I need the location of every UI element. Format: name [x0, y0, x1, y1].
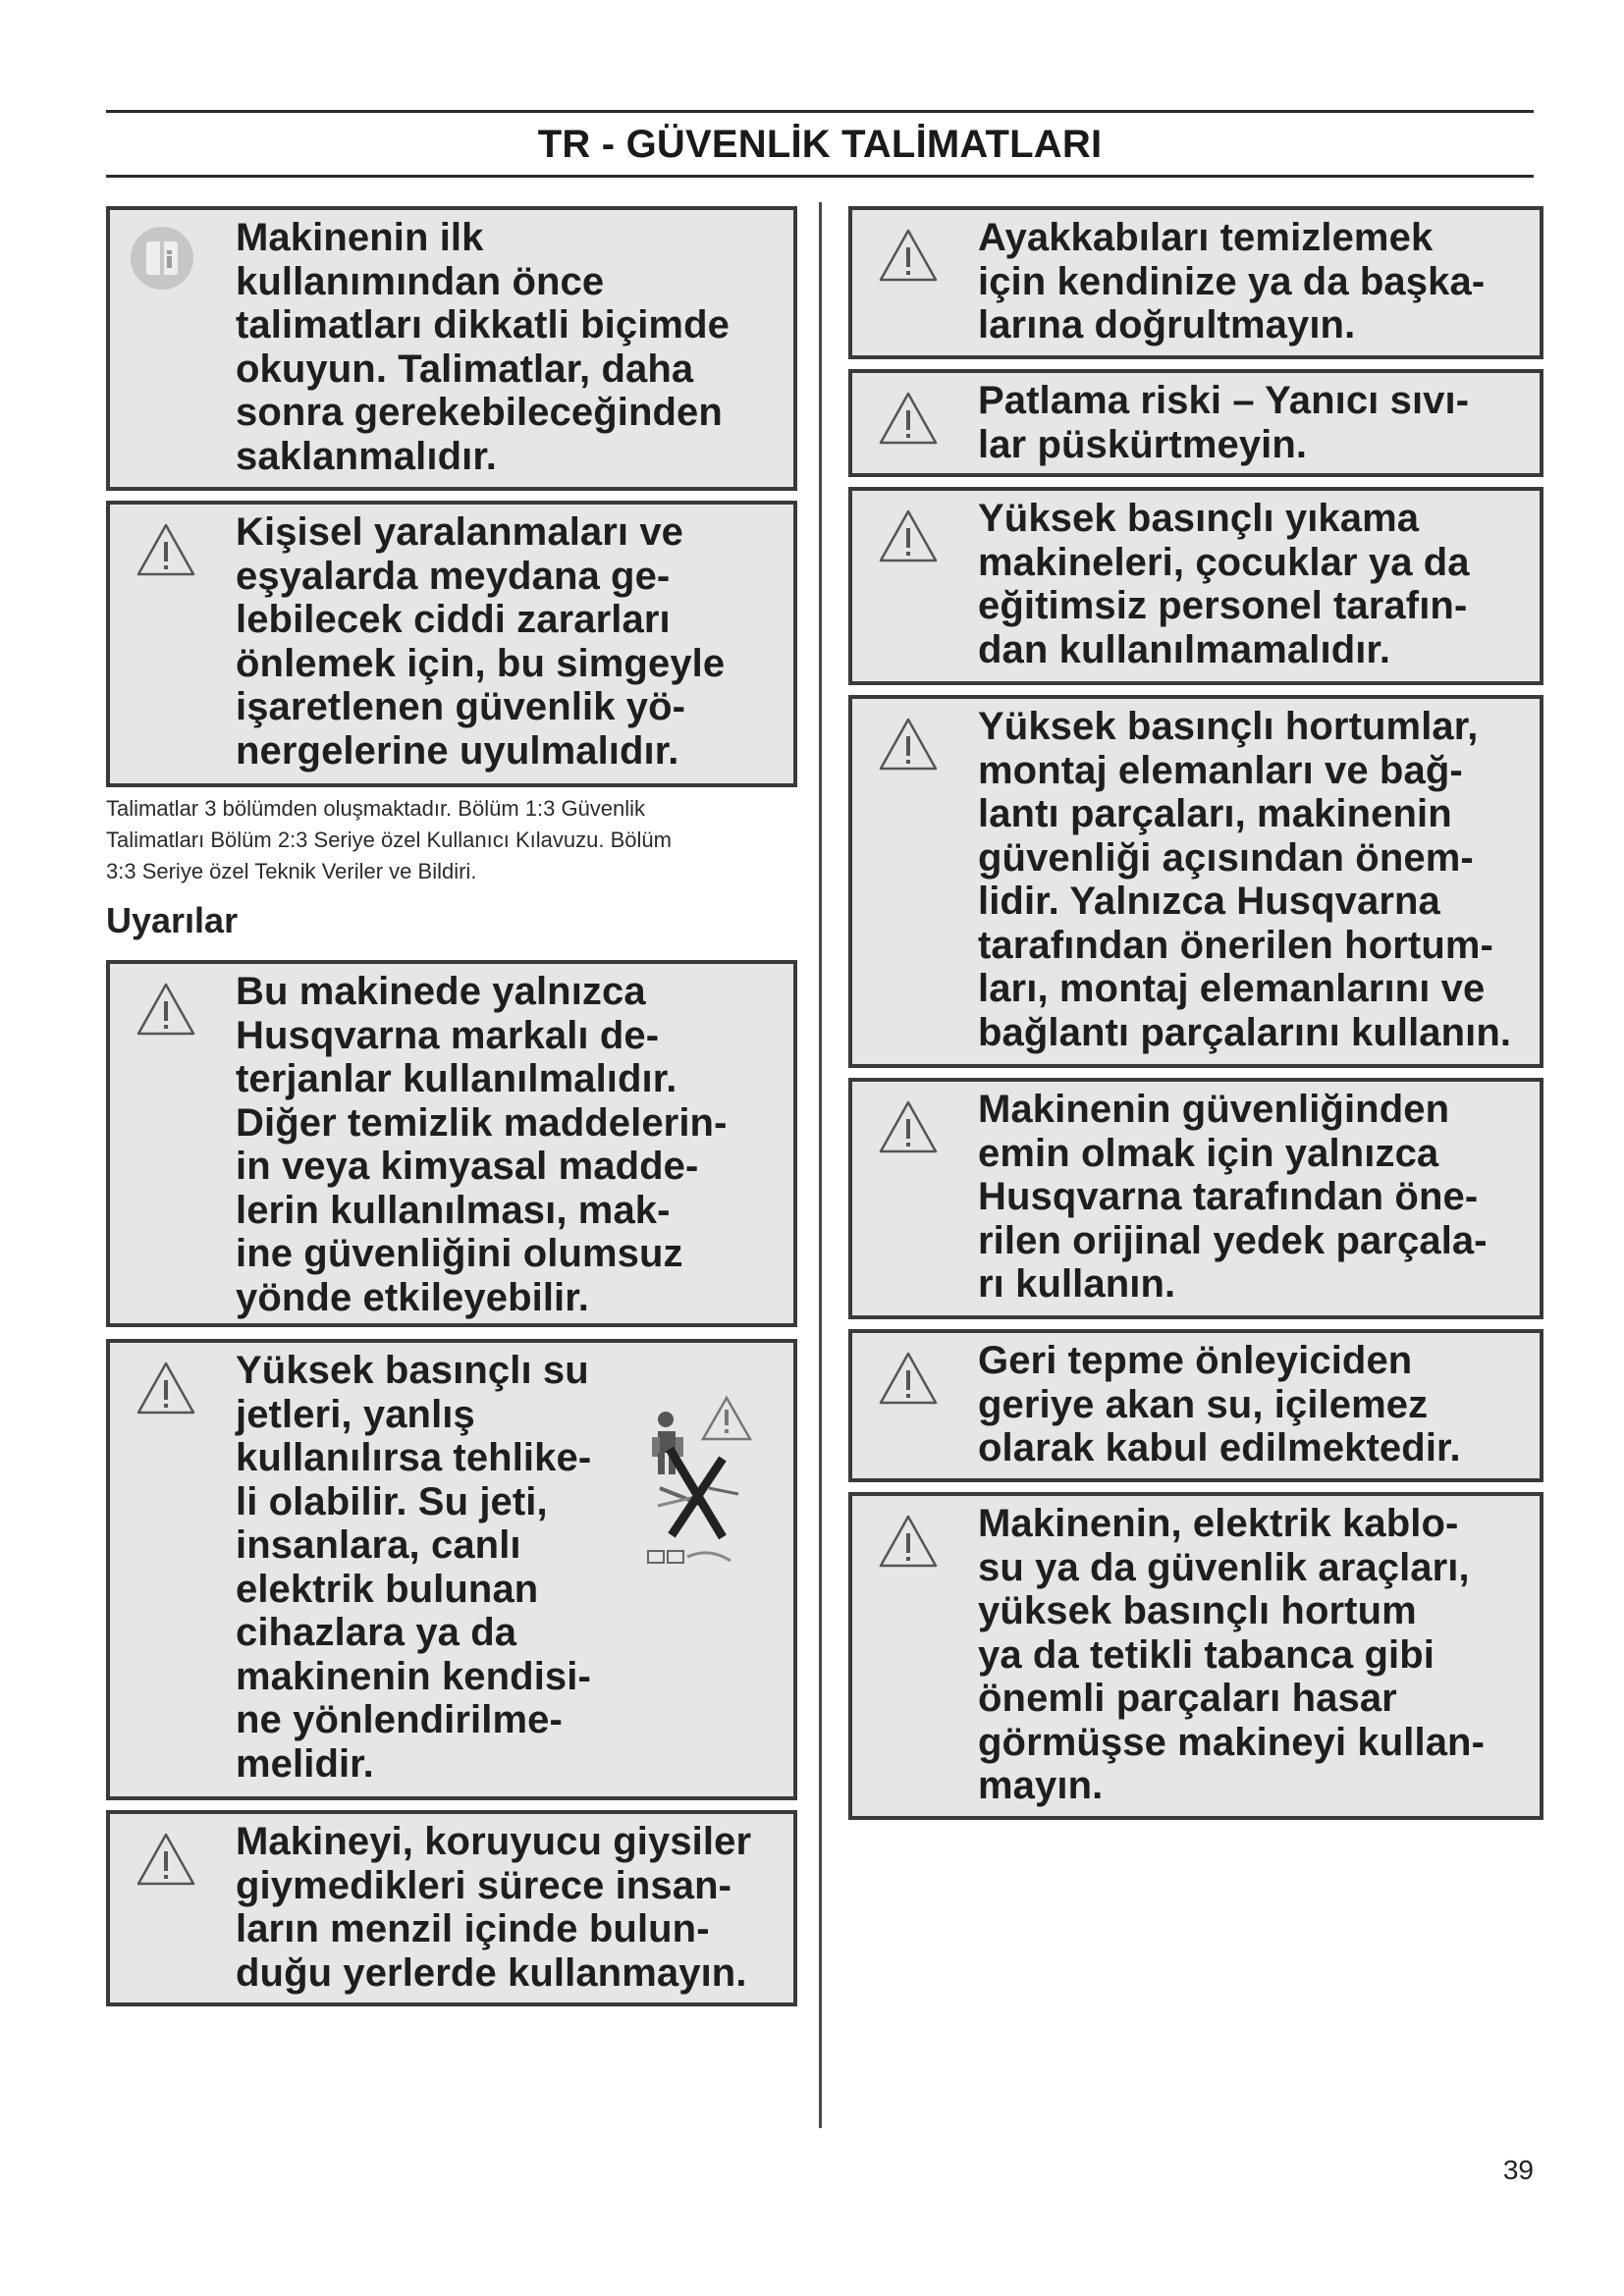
intro-paragraph: Talimatlar 3 bölümden oluşmaktadır. Bölüm 1:3 Güvenlik Talimatları Bölüm 2:3 Seriye özel Kullanıcı Kılavuzu. Bölüm 3:3 Seriye özel Teknik Veriler ve Bildiri. — [106, 796, 672, 883]
section-heading-warnings: Uyarılar — [106, 900, 239, 940]
warning-triangle-icon — [135, 982, 196, 1037]
info-box-text: Makinenin ilk kullanımından önce talimatları dikkatli biçimde okuyun. Talimatlar, daha sonra gerekebileceğinden saklanmalıdır. — [236, 216, 730, 478]
warning-box-spare-parts — [848, 1078, 1543, 1319]
top-rule — [106, 110, 1534, 113]
warning-triangle-icon — [878, 1099, 939, 1154]
warning-text: Yüksek basınçlı su jetleri, yanlış kullanılırsa tehlike- li olabilir. Su jeti, insanlara, canlı elektrik bulunan cihazlara ya da makinenin kendisi- ne yönlendirilme- melidir. — [236, 1349, 592, 1786]
warning-text: Bu makinede yalnızca Husqvarna markalı de- terjanlar kullanılmalıdır. Diğer temizlik maddelerin- in veya kimyasal madde- lerin kullanılması, mak- ine güvenliğini olumsuz yönde etkileyebilir. — [236, 970, 728, 1319]
warning-text: Ayakkabıları temizlemek için kendinize ya da başka- larına doğrultmayın. — [978, 216, 1486, 347]
warning-box-children — [848, 487, 1543, 685]
warning-box-shoes — [848, 206, 1543, 359]
warning-box-damaged-parts — [848, 1492, 1543, 1820]
warning-triangle-icon — [135, 522, 196, 577]
warning-triangle-icon — [878, 508, 939, 563]
warning-box-detergents — [106, 960, 797, 1327]
warning-box-explosion-risk — [848, 369, 1543, 477]
warning-box-backflow-water — [848, 1329, 1543, 1482]
warning-box-symbol-explanation — [106, 501, 797, 787]
warning-triangle-icon — [878, 1351, 939, 1406]
warning-text: Kişisel yaralanmaları ve eşyalarda meydana ge- lebilecek ciddi zararları önlemek için, bu simgeyle işaretlenen güvenlik yö- nergelerine uyulmalıdır. — [236, 510, 726, 773]
warning-triangle-icon — [135, 1832, 196, 1887]
page-title: TR - GÜVENLİK TALİMATLARI — [537, 123, 1103, 166]
column-divider — [819, 202, 822, 2128]
warning-text: Makineyi, koruyucu giysiler giymedikleri sürece insan- ların menzil içinde bulun- duğu yerlerde kullanmayın. — [236, 1820, 752, 1995]
warning-triangle-icon — [878, 717, 939, 772]
warning-text: Makinenin, elektrik kablo- su ya da güvenlik araçları, yüksek basınçlı hortum ya da tetikli tabanca gibi önemli parçaları hasar görmüşse makineyi kullan- mayın. — [978, 1502, 1486, 1807]
warning-box-protective-clothing — [106, 1810, 797, 2006]
no-spraying-at-people-pictogram — [640, 1380, 768, 1576]
warning-triangle-icon — [878, 391, 939, 446]
warning-text: Yüksek basınçlı hortumlar, montaj elemanları ve bağ- lantı parçaları, makinenin güvenliği açısından önem- lidir. Yalnızca Husqvarna tarafından önerilen hortum- ları, montaj elemanlarını ve bağlantı parçalarını kullanın. — [978, 705, 1512, 1054]
title-underline — [106, 175, 1534, 178]
manual-info-icon — [128, 224, 196, 293]
warning-text: Yüksek basınçlı yıkama makineleri, çocuklar ya da eğitimsiz personel tarafın- dan kullanılmamalıdır. — [978, 497, 1470, 671]
warning-text: Patlama riski – Yanıcı sıvı- lar püskürtmeyin. — [978, 379, 1470, 466]
warning-triangle-icon — [135, 1361, 196, 1415]
warning-box-hoses — [848, 695, 1543, 1068]
info-box-read-manual — [106, 206, 797, 491]
warning-box-water-jets — [106, 1339, 797, 1800]
page-number: 39 — [1502, 2155, 1534, 2185]
warning-triangle-icon — [878, 1514, 939, 1569]
warning-triangle-icon — [878, 228, 939, 283]
warning-text: Makinenin güvenliğinden emin olmak için yalnızca Husqvarna tarafından öne- rilen orijinal yedek parçala- rı kullanın. — [978, 1088, 1488, 1306]
warning-text: Geri tepme önleyiciden geriye akan su, içilemez olarak kabul edilmektedir. — [978, 1339, 1461, 1469]
